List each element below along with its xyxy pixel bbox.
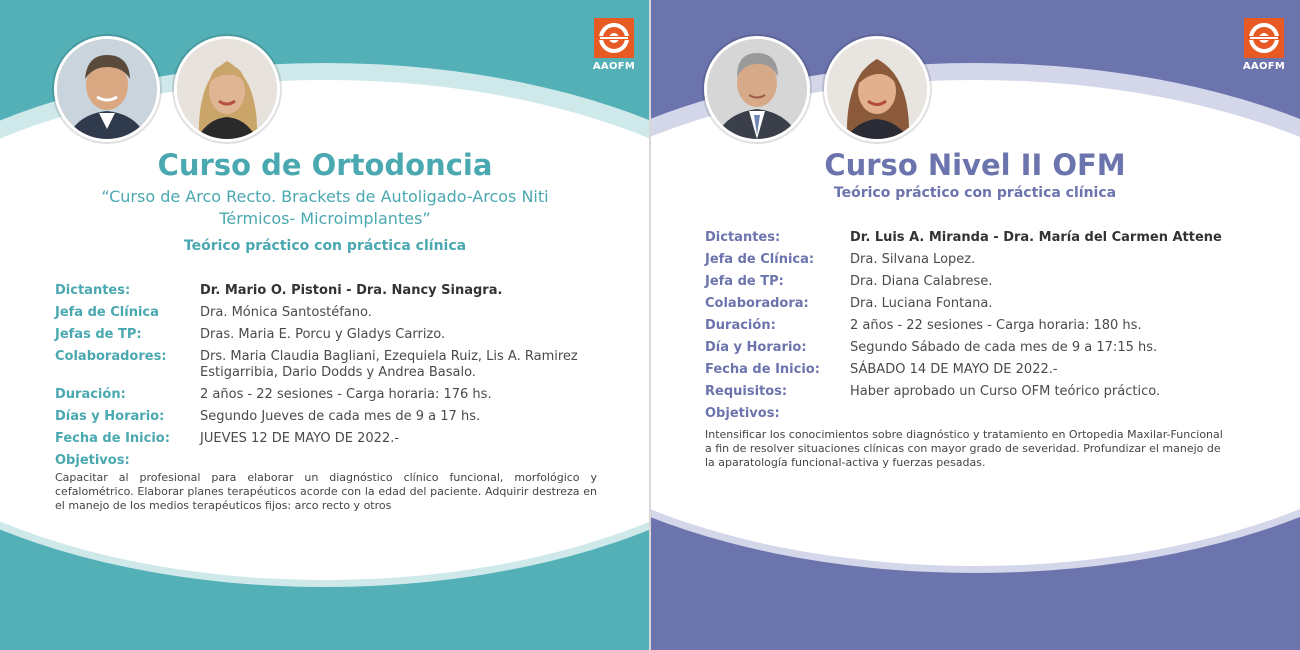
detail-row-objetivos xyxy=(55,453,600,469)
detail-row-dia-horario xyxy=(705,340,1275,356)
detail-row-fecha-inicio xyxy=(55,431,600,447)
aaofm-logo xyxy=(1244,18,1284,72)
detail-row-fecha-inicio xyxy=(705,362,1275,378)
detail-label: Objetivos: xyxy=(705,406,780,421)
detail-label: Colaboradores: xyxy=(55,349,167,364)
detail-label: Jefa de Clínica: xyxy=(705,252,815,267)
detail-value: Dra. Silvana Lopez. xyxy=(850,252,976,267)
detail-label: Objetivos: xyxy=(55,453,130,468)
detail-row-jefas-tp xyxy=(55,327,600,343)
detail-value: Segundo Jueves de cada mes de 9 a 17 hs. xyxy=(200,409,481,424)
detail-row-jefa-clinica xyxy=(705,252,1275,268)
detail-row-colaboradora xyxy=(705,296,1275,312)
course-title: Curso de Ortodoncia xyxy=(157,148,493,182)
detail-value xyxy=(200,453,600,469)
aaofm-logo-icon xyxy=(1244,18,1284,58)
panel-divider xyxy=(649,0,651,650)
detail-value xyxy=(850,406,1275,422)
detail-row-dictantes xyxy=(705,230,1275,246)
detail-label: Fecha de Inicio: xyxy=(55,431,170,446)
detail-row-requisitos xyxy=(705,384,1275,400)
detail-value: Dr. Luis A. Miranda - Dra. María del Carmen Attene xyxy=(850,230,1222,245)
detail-value: 2 años - 22 sesiones - Carga horaria: 176 hs. xyxy=(200,387,492,402)
detail-label: Fecha de Inicio: xyxy=(705,362,820,377)
detail-value: Drs. Maria Claudia Bagliani, Ezequiela Ruiz, Lis A. Ramirez Estigarribia, Dario Dodds y Andrea Basalo. xyxy=(200,349,578,380)
detail-label: Dictantes: xyxy=(55,283,131,298)
course-tagline: Teórico práctico con práctica clínica xyxy=(183,238,467,254)
course-details xyxy=(55,283,600,475)
course-subtitle-line-2: Térmicos- Microimplantes” xyxy=(219,209,431,228)
detail-row-dias-horario xyxy=(55,409,600,425)
detail-value: SÁBADO 14 DE MAYO DE 2022.- xyxy=(850,362,1058,377)
detail-value: JUEVES 12 DE MAYO DE 2022.- xyxy=(200,431,400,446)
detail-label: Duración: xyxy=(705,318,776,333)
aaofm-logo-text: AAOFM xyxy=(592,61,636,72)
course-title: Curso Nivel II OFM xyxy=(824,148,1126,182)
detail-value: Dr. Mario O. Pistoni - Dra. Nancy Sinagra. xyxy=(200,283,503,298)
detail-label: Requisitos: xyxy=(705,384,788,399)
course-details xyxy=(705,230,1275,428)
aaofm-logo-text: AAOFM xyxy=(1242,61,1286,72)
detail-value: Dra. Luciana Fontana. xyxy=(850,296,993,311)
detail-row-duracion xyxy=(55,387,600,403)
detail-value: Dra. Mónica Santostéfano. xyxy=(200,305,372,320)
aaofm-logo xyxy=(594,18,634,72)
course-objectives: Intensificar los conocimientos sobre diagnóstico y tratamiento en Ortopedia Maxilar-Funcional a fin de resolver situaciones clínicas con mayor grado de severidad. Profundizar el manejo de la aparatología funcional-activa y fuerzas pesadas. xyxy=(705,428,1223,469)
detail-label: Días y Horario: xyxy=(55,409,165,424)
detail-row-objetivos xyxy=(705,406,1275,422)
detail-row-jefa-tp xyxy=(705,274,1275,290)
detail-row-dictantes xyxy=(55,283,600,299)
detail-label: Jefa de Clínica xyxy=(55,305,159,320)
detail-label: Colaboradora: xyxy=(705,296,809,311)
detail-row-colaboradores xyxy=(55,349,600,381)
detail-value: Dra. Diana Calabrese. xyxy=(850,274,993,289)
course-panel-nivel-ii-ofm xyxy=(650,0,1300,650)
course-objectives: Capacitar al profesional para elaborar un diagnóstico clínico funcional, morfológico y cefalométrico. Elaborar planes terapéuticos acorde con la edad del paciente. Adquirir destreza en el manejo de los medios terapéuticos fijos: arco recto y otros xyxy=(55,471,597,512)
course-tagline: Teórico práctico con práctica clínica xyxy=(833,185,1117,201)
detail-row-duracion xyxy=(705,318,1275,334)
detail-label: Jefas de TP: xyxy=(55,327,142,342)
speaker-photo-sinagra xyxy=(174,36,280,142)
speaker-photo-pistoni xyxy=(54,36,160,142)
course-subtitle-line-1: “Curso de Arco Recto. Brackets de Autoligado-Arcos Niti xyxy=(101,187,549,206)
speaker-photo-miranda xyxy=(704,36,810,142)
aaofm-logo-icon xyxy=(594,18,634,58)
detail-value: Haber aprobado un Curso OFM teórico práctico. xyxy=(850,384,1161,399)
detail-label: Dictantes: xyxy=(705,230,781,245)
detail-label: Día y Horario: xyxy=(705,340,807,355)
detail-row-jefa-clinica xyxy=(55,305,600,321)
detail-value: Segundo Sábado de cada mes de 9 a 17:15 hs. xyxy=(850,340,1158,355)
detail-value: Dras. Maria E. Porcu y Gladys Carrizo. xyxy=(200,327,446,342)
speaker-photo-attene xyxy=(824,36,930,142)
detail-label: Duración: xyxy=(55,387,126,402)
detail-value: 2 años - 22 sesiones - Carga horaria: 180 hs. xyxy=(850,318,1142,333)
detail-label: Jefa de TP: xyxy=(705,274,784,289)
